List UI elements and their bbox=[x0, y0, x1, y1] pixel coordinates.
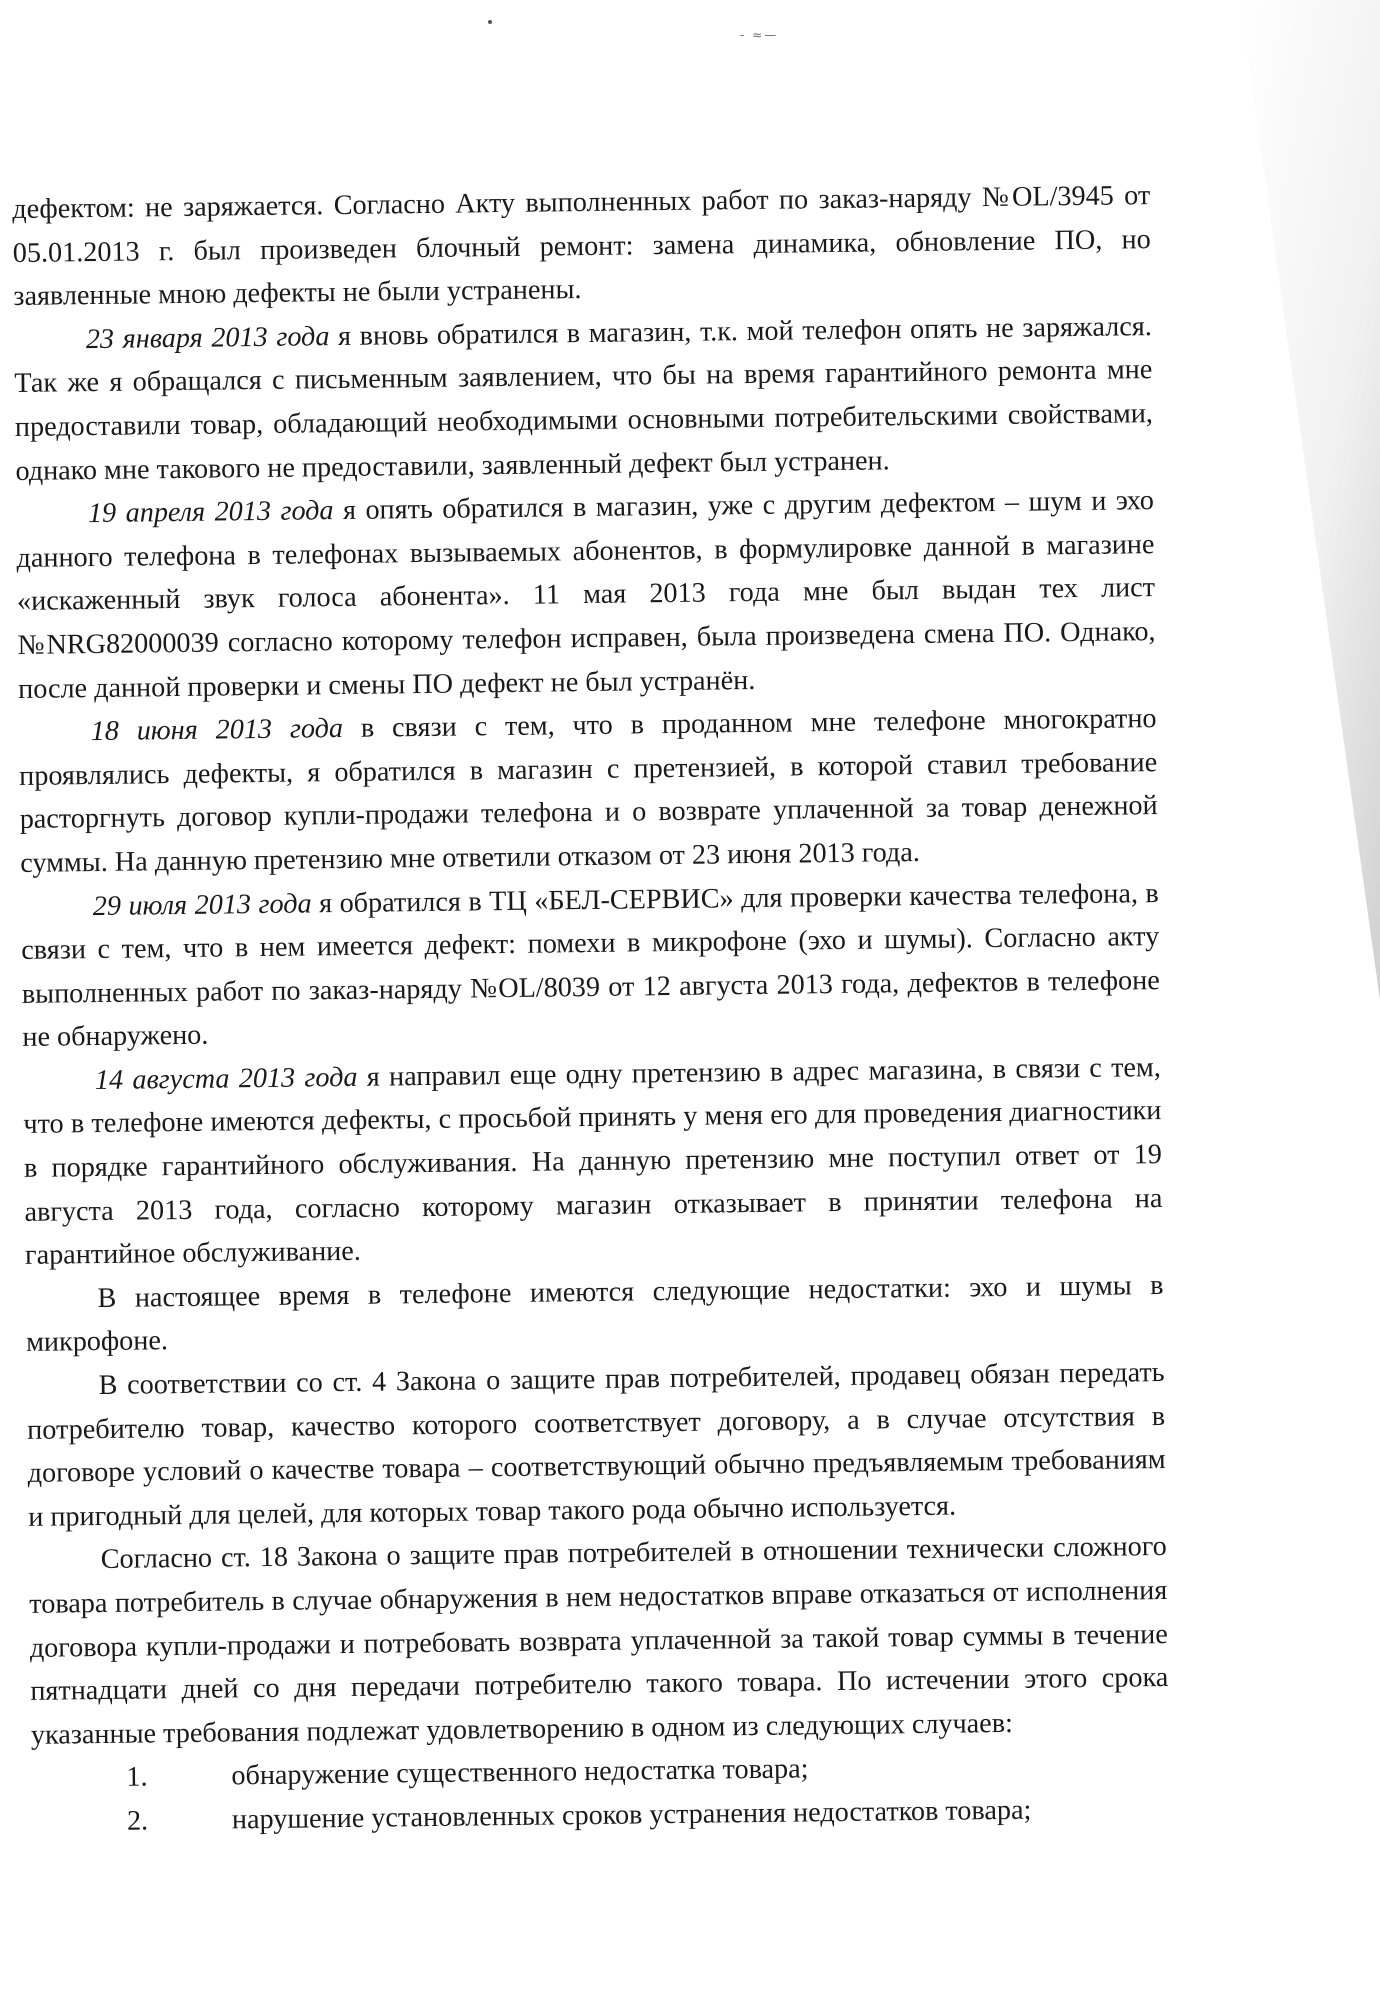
paragraph-text: я вновь обратился в магазин, т.к. мой телефон опять не заряжался. Так же я обращался с письменным заявлением, что бы на время гарантийного ремонта мне предоставили товар, обладающий необходимыми основными потребительскими свойствами, однако мне такового не предоставили, заявленный дефект был устранен. bbox=[14, 310, 1154, 487]
paragraph-8 bbox=[26, 1351, 1166, 1539]
list-text: нарушение установленных сроков устранения недостатков товара; bbox=[231, 1794, 1032, 1836]
scan-mark: - ≈— bbox=[740, 28, 779, 42]
scan-shadow-edge bbox=[1240, 0, 1380, 1000]
document-body bbox=[12, 174, 1170, 1844]
paragraph-6 bbox=[23, 1046, 1164, 1278]
paragraph-date: 18 июня 2013 года bbox=[90, 713, 344, 748]
paragraph-9 bbox=[29, 1525, 1170, 1757]
paragraph-1 bbox=[12, 174, 1152, 319]
paragraph-date: 23 января 2013 года bbox=[85, 320, 330, 355]
list-text: обнаружение существенного недостатка товара; bbox=[231, 1753, 809, 1792]
scan-dot bbox=[488, 20, 492, 24]
paragraph-2 bbox=[14, 305, 1154, 493]
paragraph-5 bbox=[21, 872, 1161, 1060]
numbered-list bbox=[31, 1743, 1170, 1844]
list-number: 2. bbox=[126, 1805, 149, 1837]
paragraph-text: я опять обратился в магазин, уже с другим дефектом – шум и эхо данного телефона в телефонах вызываемых абонентов, в формулировке данной в магазине «искаженный звук голоса абонента». 11 мая 2013 года мне был выдан тех лист №NRG82000039 согласно которому телефон исправен, была произведена смена ПО. Однако, после данной проверки и смены ПО дефект не был устранён. bbox=[16, 485, 1156, 705]
paragraph-text: я направил еще одну претензию в адрес магазина, в связи с тем, что в телефоне имеются дефекты, с просьбой принять у меня его для проведения диагностики в порядке гарантийного обслуживания. На данную претензию мне поступил ответ от 19 августа 2013 года, согласно которому магазин отказывает в принятии телефона на гарантийное обслуживание. bbox=[23, 1051, 1163, 1272]
paragraph-text: дефектом: не заряжается. Согласно Акту выполненных работ по заказ-наряду №OL/3945 от 05.01.2013 г. был произведен блочный ремонт: замена динамика, обновление ПО, но заявленные мною дефекты не были устранены. bbox=[12, 180, 1151, 313]
paragraph-text: В соответствии со ст. 4 Закона о защите прав потребителей, продавец обязан передать потребителю товар, качество которого соответствует договору, а в случае отсутствия в договоре условий о качестве товара – соответствующий обычно предъявляемым требованиям и пригодный для целей, для которых товар такого рода обычно используется. bbox=[26, 1357, 1166, 1533]
paragraph-text: В настоящее время в телефоне имеются следующие недостатки: эхо и шумы в микрофоне. bbox=[25, 1269, 1164, 1359]
paragraph-date: 29 июля 2013 года bbox=[92, 887, 312, 922]
paragraph-text: Согласно ст. 18 Закона о защите прав потребителей в отношении технически сложного товара потребитель в случае обнаружения в нем недостатков вправе отказаться от исполнения договора купли-продажи и потребовать возврата уплаченной за такой товар суммы в течение пятнадцати дней со дня передачи потребителю такого товара. По истечении этого срока указанные требования подлежат удовлетворению в одном из следующих случаев: bbox=[29, 1531, 1169, 1751]
paragraph-date: 14 августа 2013 года bbox=[94, 1061, 358, 1096]
paragraph-7 bbox=[25, 1264, 1164, 1365]
paragraph-3 bbox=[16, 479, 1157, 711]
paragraph-text: я обратился в ТЦ «БЕЛ-СЕРВИС» для проверки качества телефона, в связи с тем, что в нем имеется дефект: помехи в микрофоне (эхо и шумы). Согласно акту выполненных работ по заказ-наряду №OL/8039 от 12 августа 2013 года, дефектов в телефоне не обнаружено. bbox=[21, 877, 1160, 1054]
paragraph-4 bbox=[18, 697, 1158, 885]
list-number: 1. bbox=[126, 1761, 148, 1794]
paragraph-text: в связи с тем, что в проданном мне телефоне многократно проявлялись дефекты, я обратился в магазин с претензией, в которой ставил требование расторгнуть договор купли-продажи телефона и о возврате уплаченной за товар денежной суммы. На данную претензию мне ответили отказом от 23 июня 2013 года. bbox=[18, 703, 1158, 879]
paragraph-date: 19 апреля 2013 года bbox=[87, 495, 334, 530]
